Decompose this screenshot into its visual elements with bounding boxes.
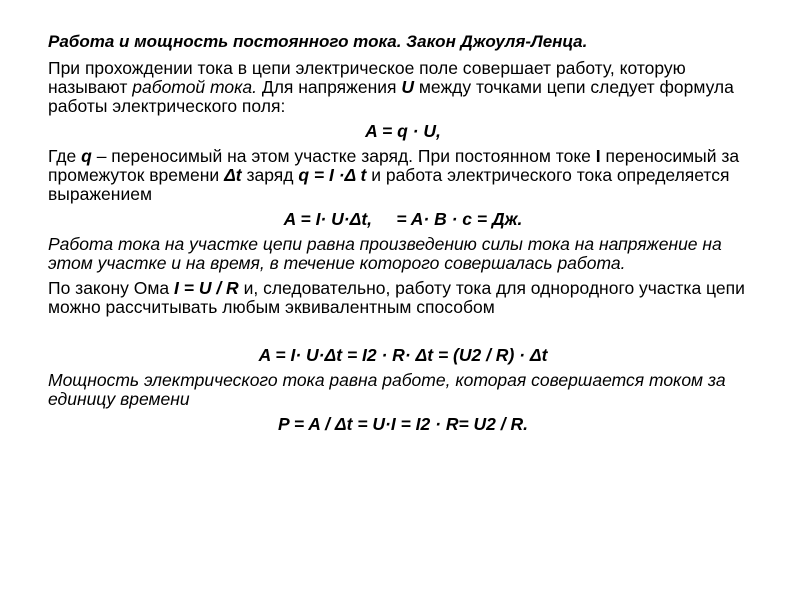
paragraph-work-definition bbox=[48, 59, 758, 116]
text-segment: и работа электрического тока определяется выражением bbox=[48, 165, 730, 204]
spacer bbox=[48, 323, 758, 343]
paragraph-charge bbox=[48, 147, 758, 204]
formula-inline-charge: q = I ·Δ t bbox=[298, 165, 367, 185]
text-segment: и, следовательно, работу тока для однородного участка цепи можно рассчитывать любым эквивалентным способом bbox=[48, 278, 745, 317]
paragraph-ohms-law bbox=[48, 279, 758, 317]
text-segment: По закону Ома bbox=[48, 278, 175, 298]
text-segment: Где bbox=[48, 146, 82, 166]
formula-work-equivalents: A = I· U·Δt = I2 · R· Δt = (U2 / R) · Δt bbox=[258, 345, 548, 365]
text-segment: – переносимый на этом участке заряд. При постоянном токе bbox=[91, 146, 596, 166]
symbol-delta-t: Δt bbox=[224, 165, 242, 185]
text-segment: При прохождении тока в цепи электрическое поле совершает работу, которую называют bbox=[48, 58, 686, 97]
paragraph-power-statement: Мощность электрического тока равна работе, которая совершается током за единицу времени bbox=[48, 370, 726, 409]
slide-content bbox=[48, 32, 758, 440]
symbol-i: I bbox=[595, 146, 601, 166]
text-segment: переносимый за промежуток времени bbox=[48, 146, 740, 185]
formula-power: P = A / Δt = U·I = I2 · R= U2 / R. bbox=[277, 414, 528, 434]
symbol-u: U bbox=[401, 77, 415, 97]
text-segment: заряд bbox=[241, 165, 299, 185]
term-work-of-current: работой тока. bbox=[132, 77, 257, 97]
symbol-q: q bbox=[81, 146, 92, 166]
formula-inline-ohm: I = U / R bbox=[174, 278, 239, 298]
slide-title: Работа и мощность постоянного тока. Закон Джоуля-Ленца. bbox=[48, 32, 588, 51]
paragraph-work-statement: Работа тока на участке цепи равна произведению силы тока на напряжение на этом участке и на время, в течение которого совершалась работа. bbox=[48, 234, 722, 273]
text-segment: между точками цепи следует формула работы электрического поля: bbox=[48, 77, 734, 116]
formula-work-current: A = I· U·Δt, = A· B · c = Дж. bbox=[283, 209, 523, 229]
text-segment: Для напряжения bbox=[257, 77, 402, 97]
formula-work-charge: A = q · U, bbox=[365, 121, 441, 141]
